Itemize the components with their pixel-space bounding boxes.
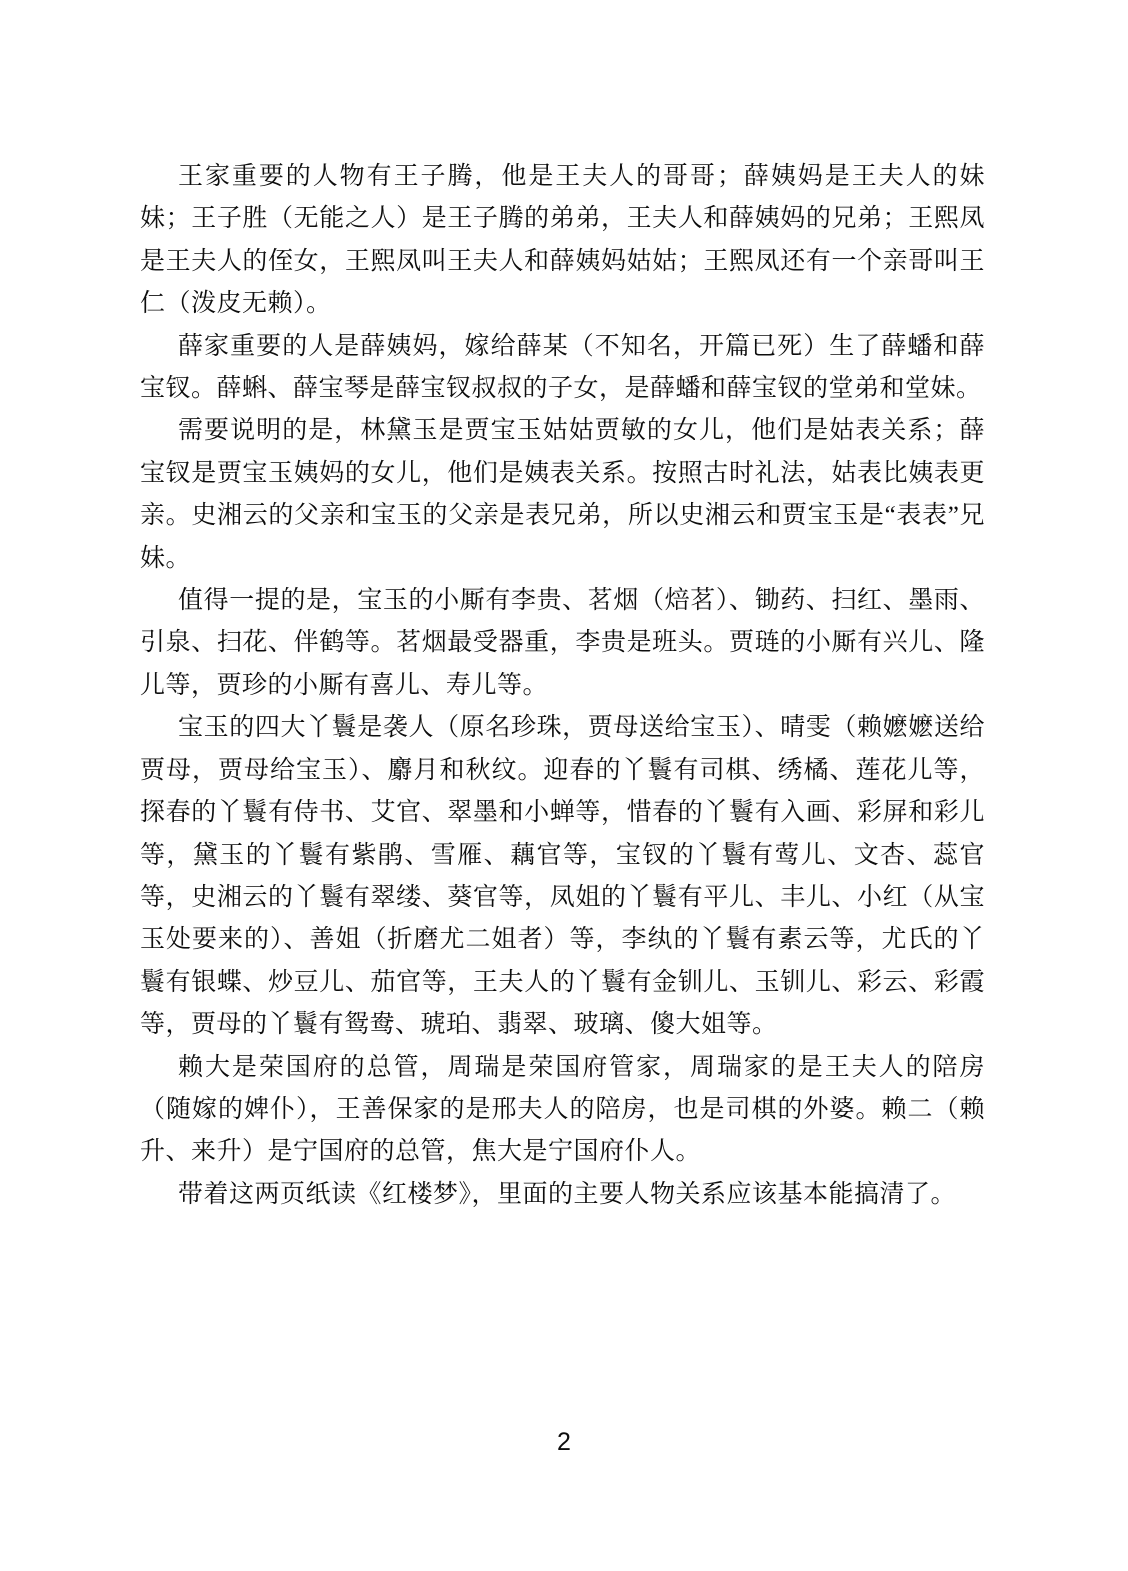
paragraph-cousin-relations: 需要说明的是，林黛玉是贾宝玉姑姑贾敏的女儿，他们是姑表关系；薛宝钗是贾宝玉姨妈的女儿，他们是姨表关系。按照古时礼法，姑表比姨表更亲。史湘云的父亲和宝玉的父亲是表兄弟，所以史湘云和贾宝玉是“表表”兄妹。 [140, 417, 985, 572]
paragraph-stewards: 赖大是荣国府的总管，周瑞是荣国府管家，周瑞家的是王夫人的陪房（随嫁的婢仆），王善保家的是邢夫人的陪房，也是司棋的外婆。赖二（赖升、来升）是宁国府的总管，焦大是宁国府仆人。 [140, 1053, 985, 1166]
page-footer [0, 1428, 1128, 1457]
paragraph-closing: 带着这两页纸读《红楼梦》，里面的主要人物关系应该基本能搞清了。 [178, 1180, 957, 1208]
paragraph-xue-family: 薛家重要的人是薛姨妈，嫁给薛某（不知名，开篇已死）生了薛蟠和薛宝钗。薛蝌、薛宝琴是薛宝钗叔叔的子女，是薛蟠和薛宝钗的堂弟和堂妹。 [140, 332, 985, 403]
paragraph-pageboys: 值得一提的是，宝玉的小厮有李贵、茗烟（焙茗）、锄药、扫红、墨雨、引泉、扫花、伴鹤等。茗烟最受器重，李贵是班头。贾琏的小厮有兴儿、隆儿等，贾珍的小厮有喜儿、寿儿等。 [140, 587, 985, 699]
paragraph-wang-family: 王家重要的人物有王子腾，他是王夫人的哥哥；薛姨妈是王夫人的妹妹；王子胜（无能之人）是王子腾的弟弟，王夫人和薛姨妈的兄弟；王熙凤是王夫人的侄女，王熙凤叫王夫人和薛姨妈姑姑；王熙凤还有一个亲哥叫王仁（泼皮无赖）。 [140, 163, 985, 318]
body-text [140, 156, 985, 1216]
paragraph-maids: 宝玉的四大丫鬟是袭人（原名珍珠，贾母送给宝玉）、晴雯（赖嬷嬷送给贾母，贾母给宝玉）、麝月和秋纹。迎春的丫鬟有司棋、绣橘、莲花儿等，探春的丫鬟有侍书、艾官、翠墨和小蝉等，惜春的丫鬟有入画、彩屏和彩儿等，黛玉的丫鬟有紫鹃、雪雁、藕官等，宝钗的丫鬟有莺儿、文杏、蕊官等，史湘云的丫鬟有翠缕、葵官等，凤姐的丫鬟有平儿、丰儿、小红（从宝玉处要来的）、善姐（折磨尤二姐者）等，李纨的丫鬟有素云等，尤氏的丫鬟有银蝶、炒豆儿、茄官等，王夫人的丫鬟有金钏儿、玉钏儿、彩云、彩霞等，贾母的丫鬟有鸳鸯、琥珀、翡翠、玻璃、傻大姐等。 [140, 714, 985, 1039]
page-number: 2 [557, 1428, 571, 1456]
